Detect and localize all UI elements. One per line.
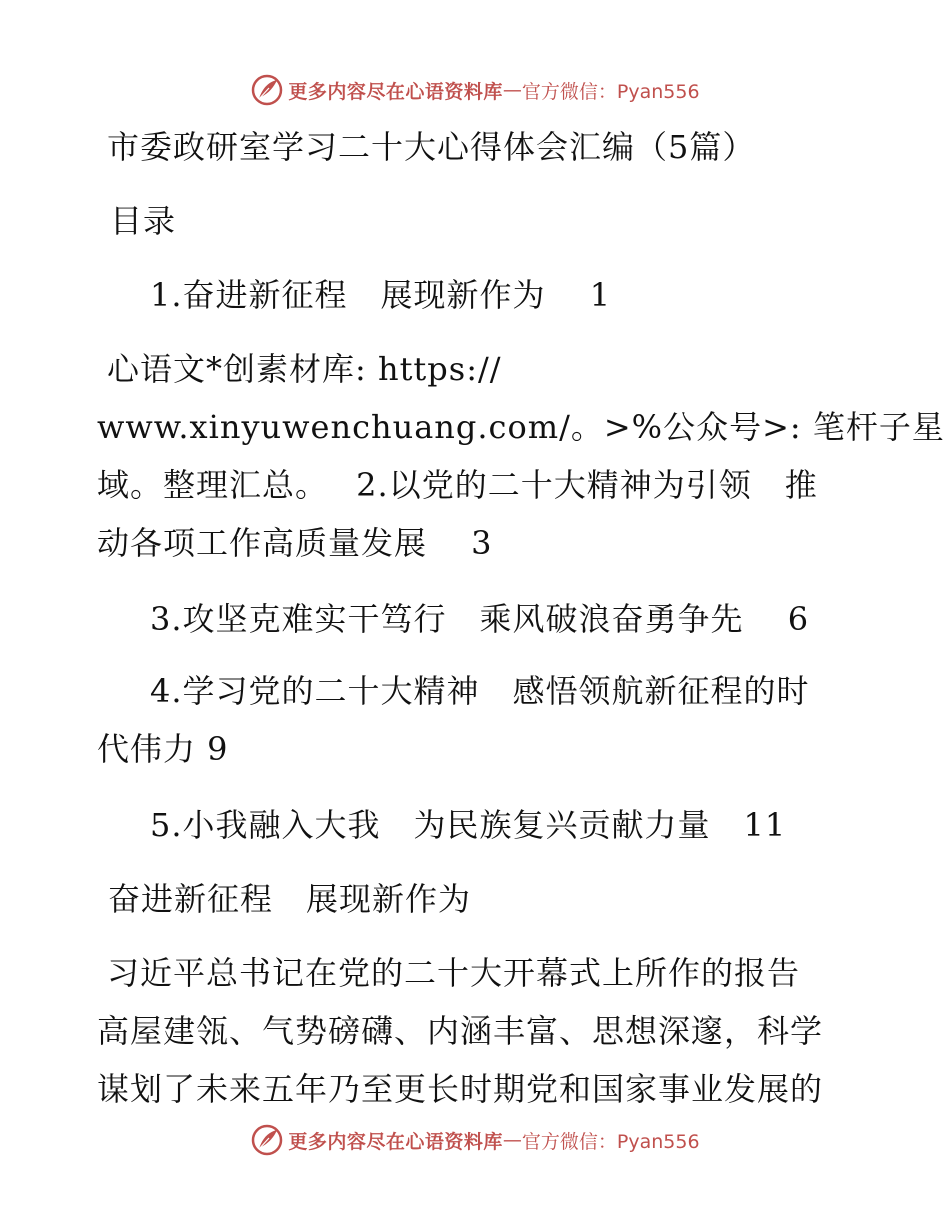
toc-item-4 — [97, 662, 867, 778]
toc-heading: 目录 — [110, 202, 177, 240]
body-line-1: 习近平总书记在党的二十大开幕式上所作的报告 — [107, 954, 801, 992]
document-title: 市委政研室学习二十大心得体会汇编（5篇） — [107, 128, 756, 166]
watermark-separator: — — [502, 1129, 522, 1151]
watermark-separator: — — [502, 79, 522, 101]
source-line-1: 心语文*创素材库: https:// — [107, 350, 502, 388]
watermark-text: 更多内容尽在心语资料库 — [288, 80, 503, 103]
watermark-banner-bottom — [0, 1120, 950, 1160]
source-paragraph — [97, 340, 945, 572]
watermark-banner-top — [0, 70, 950, 110]
feather-pen-icon — [250, 73, 284, 107]
source-line-3: 域。整理汇总。 2.以党的二十大精神为引领 推 — [97, 466, 818, 504]
toc-item-4-line-2: 代伟力 9 — [97, 730, 229, 768]
watermark-text: 更多内容尽在心语资料库 — [288, 1130, 503, 1153]
toc-item-5: 5.小我融入大我 为民族复兴贡献力量 11 — [150, 806, 787, 844]
source-line-4: 动各项工作高质量发展 3 — [97, 524, 493, 562]
toc-item-4-line-1: 4.学习党的二十大精神 感悟领航新征程的时 — [150, 672, 810, 710]
watermark-contact: 官方微信：Pyan556 — [521, 80, 700, 103]
body-paragraph — [97, 944, 867, 1118]
feather-pen-icon — [250, 1123, 284, 1157]
source-line-2: www.xinyuwenchuang.com/。>%公众号>: 笔杆子星 — [97, 408, 945, 446]
toc-item-3: 3.攻坚克难实干笃行 乘风破浪奋勇争先 6 — [150, 600, 810, 638]
toc-item-1: 1.奋进新征程 展现新作为 1 — [150, 276, 612, 314]
watermark-contact: 官方微信：Pyan556 — [521, 1130, 700, 1153]
section-title: 奋进新征程 展现新作为 — [108, 880, 472, 918]
body-line-3: 谋划了未来五年乃至更长时期党和国家事业发展的 — [97, 1070, 824, 1108]
body-line-2: 高屋建瓴、气势磅礴、内涵丰富、思想深邃，科学 — [97, 1012, 824, 1050]
